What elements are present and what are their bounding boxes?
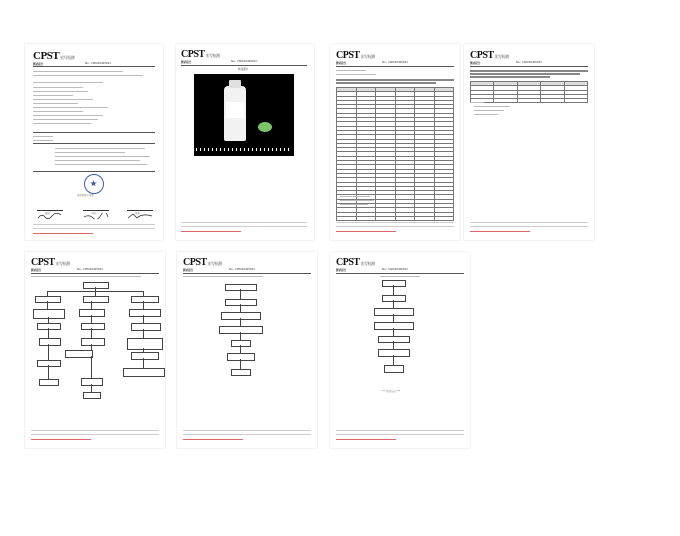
report-number: No.: CSP240405001: [85, 62, 111, 65]
note-line: [340, 200, 374, 201]
flow-connector: [240, 318, 241, 326]
text-line: [33, 107, 108, 108]
brand-name: 宏写检测: [205, 53, 220, 58]
flow-box: [231, 340, 251, 347]
report-number: No.: CSP240405001: [231, 60, 257, 63]
sample-photo: [194, 74, 294, 156]
flow-box: [123, 368, 165, 377]
flow-connector: [91, 315, 92, 323]
flow-connector: [91, 384, 92, 392]
table-row: [471, 99, 588, 103]
flow-connector: [143, 358, 144, 368]
table-cell: [376, 216, 396, 220]
flow-box: [37, 360, 61, 367]
footer-line: [31, 430, 159, 431]
flow-box: [83, 282, 109, 289]
text-line: [33, 71, 123, 72]
flow-box: [221, 312, 261, 320]
page-heading: 测试报告: [336, 62, 347, 65]
flow-box: [382, 295, 406, 302]
flow-connector: [393, 300, 394, 308]
text-line: [470, 73, 580, 75]
brand-logo: [33, 50, 74, 62]
page-heading: 测试报告: [470, 62, 481, 65]
footer-line: [336, 430, 464, 431]
text-line: [33, 95, 73, 96]
flow-box: [39, 338, 61, 346]
flow-connector: [240, 345, 241, 353]
footer-line: [336, 222, 454, 223]
footer-line: [336, 226, 454, 227]
footer-red-line: [336, 231, 396, 232]
table-cell: [415, 216, 435, 220]
flow-connector: [91, 328, 92, 338]
footer-line: [33, 228, 155, 229]
footer-line: [31, 434, 159, 435]
flow-box: [81, 378, 103, 386]
text-line: [33, 99, 93, 100]
brand-name: 宏写检测: [360, 54, 375, 59]
table-cell: [356, 216, 376, 220]
signature-label: 编制: [45, 212, 50, 215]
text-line: [33, 119, 98, 120]
brand-name: 宏写检测: [55, 261, 70, 266]
flow-box: [83, 296, 109, 303]
flow-connector: [91, 301, 92, 309]
report-end-mark: *** 报告结束 ***: [382, 390, 401, 393]
brand-name: 宏写检测: [360, 261, 375, 266]
process-flowchart: [330, 252, 470, 422]
text-line: [336, 82, 436, 84]
footer-line: [470, 222, 588, 223]
flow-box: [231, 369, 251, 376]
note-line: [340, 204, 368, 205]
brand-mark: CPST: [336, 257, 360, 268]
flow-box: [227, 353, 255, 361]
table-cell: [337, 216, 357, 220]
brand-logo: [336, 50, 375, 61]
text-line: [33, 136, 53, 137]
brand-mark: CPST: [181, 49, 205, 60]
section-rule: [33, 132, 155, 133]
flow-connector: [48, 365, 49, 379]
flow-connector: [91, 356, 92, 378]
flow-box: [131, 296, 159, 303]
brand-mark: CPST: [33, 50, 60, 62]
brand-name: 宏写检测: [207, 261, 222, 266]
flow-box: [374, 308, 414, 316]
flow-connector: [393, 328, 394, 336]
liquid-sample-cup: [258, 122, 272, 132]
text-line: [470, 76, 550, 78]
ruler: [196, 148, 292, 151]
text-line: [336, 74, 376, 75]
flow-connector: [47, 301, 48, 309]
flow-box: [33, 309, 65, 319]
brand-name: 宏写检测: [494, 54, 509, 59]
flow-connector: [393, 341, 394, 349]
table-cell: [434, 216, 454, 220]
text-line: [55, 164, 147, 165]
page-heading: 测试报告: [183, 269, 194, 272]
bottle-cap: [229, 80, 241, 88]
flow-box: [83, 392, 101, 399]
report-page-5: [25, 252, 165, 448]
official-stamp: [84, 174, 104, 194]
text-line: [470, 70, 588, 72]
header-rule: [181, 65, 307, 66]
text-line: [55, 156, 150, 157]
note-line: [474, 106, 510, 107]
flow-connector: [240, 332, 241, 340]
footer-line: [470, 226, 588, 227]
note-line: [474, 110, 504, 111]
flow-box: [131, 323, 161, 331]
text-line: [336, 79, 454, 81]
signature-approver: [127, 204, 153, 211]
flow-box: [378, 336, 410, 343]
footer-line: [183, 430, 311, 431]
text-line: [33, 91, 88, 92]
text-line: [55, 148, 145, 149]
flow-connector: [393, 355, 394, 365]
text-line: [33, 111, 83, 112]
report-page-4: [464, 44, 594, 240]
footer-line: [33, 224, 155, 225]
table-rule: [33, 171, 155, 172]
text-line: [33, 75, 143, 76]
brand-logo: [470, 50, 509, 61]
process-flowchart: [177, 252, 317, 422]
brand-mark: CPST: [336, 50, 360, 61]
flow-box: [79, 309, 105, 317]
note-line: [474, 114, 498, 115]
report-page-3: [330, 44, 460, 240]
table-row: [337, 216, 454, 220]
signature-author: [37, 204, 63, 211]
footer-red-line: [181, 231, 241, 232]
flow-box: [35, 296, 61, 303]
text-line: [55, 160, 140, 161]
signature-label: 审核: [91, 212, 96, 215]
flow-box: [384, 365, 404, 373]
brand-name: 宏写检测: [60, 55, 75, 60]
page-heading: 测试报告: [33, 63, 44, 66]
footer-red-line: [183, 439, 243, 440]
brand-mark: CPST: [183, 257, 207, 268]
report-number: No.: CSP240405001: [516, 61, 542, 64]
stamp-label: 检验检测专用章: [77, 194, 94, 197]
flow-box: [129, 309, 161, 317]
report-number: No.: CSP240405001: [229, 268, 255, 271]
text-line: [33, 115, 103, 116]
flow-box: [65, 350, 93, 358]
photo-caption: 样品照片: [238, 68, 249, 71]
report-number: No.: CSP240405001: [382, 268, 408, 271]
flow-box: [225, 299, 257, 306]
header-rule: [470, 66, 588, 67]
report-page-1: [25, 44, 163, 240]
flow-connector: [240, 359, 241, 369]
flow-box: [225, 284, 257, 291]
report-page-2: [176, 44, 314, 240]
brand-mark: CPST: [31, 257, 55, 268]
table-rule: [33, 143, 155, 144]
flow-box: [374, 322, 414, 330]
footer-red-line: [31, 439, 91, 440]
page-heading: 测试报告: [336, 269, 347, 272]
footer-line: [336, 434, 464, 435]
flow-connector: [240, 304, 241, 312]
footer-red-line: [33, 233, 93, 234]
brand-logo: [181, 49, 220, 60]
flow-box: [37, 323, 61, 330]
report-page-7: [330, 252, 470, 448]
flow-connector: [393, 314, 394, 322]
table-cell: [517, 99, 540, 103]
process-flowchart: [25, 252, 165, 422]
results-table: [470, 81, 588, 103]
table-cell: [541, 99, 564, 103]
text-line: [55, 152, 125, 153]
text-line: [33, 140, 53, 141]
report-number: No.: CSP240405001: [382, 61, 408, 64]
footer-line: [183, 434, 311, 435]
page-heading: 测试报告: [181, 61, 192, 64]
report-number: No.: CSP240405001: [77, 268, 103, 271]
flow-connector: [240, 289, 241, 299]
footer-line: [181, 226, 307, 227]
footer-red-line: [336, 439, 396, 440]
flow-box: [219, 326, 263, 334]
flow-box: [81, 323, 105, 330]
brand-mark: CPST: [470, 50, 494, 61]
note-line: [340, 196, 370, 197]
flow-box: [378, 349, 410, 357]
text-line: [33, 103, 78, 104]
table-cell: [564, 99, 587, 103]
flow-box: [39, 379, 59, 386]
flow-box: [382, 280, 406, 287]
flow-box: [81, 338, 105, 346]
text-line: [33, 82, 103, 83]
text-line: [33, 87, 83, 88]
note-line: [470, 102, 484, 103]
text-line: [336, 70, 366, 71]
header-rule: [336, 66, 454, 67]
text-line: [33, 123, 91, 124]
flow-connector: [48, 344, 49, 360]
flow-box: [131, 352, 159, 360]
bottle-label: [226, 102, 244, 118]
flow-connector: [143, 301, 144, 309]
table-cell: [395, 216, 415, 220]
flow-connector: [393, 285, 394, 295]
report-page-6: [177, 252, 317, 448]
signature-reviewer: [83, 204, 109, 211]
flow-connector: [48, 328, 49, 338]
signature-label: 批准: [135, 212, 140, 215]
table-cell: [494, 99, 517, 103]
footer-red-line: [470, 231, 530, 232]
flow-box: [127, 338, 163, 350]
page-heading: 测试报告: [31, 269, 42, 272]
footer-line: [181, 222, 307, 223]
header-rule: [33, 66, 155, 67]
flow-connector: [143, 315, 144, 323]
